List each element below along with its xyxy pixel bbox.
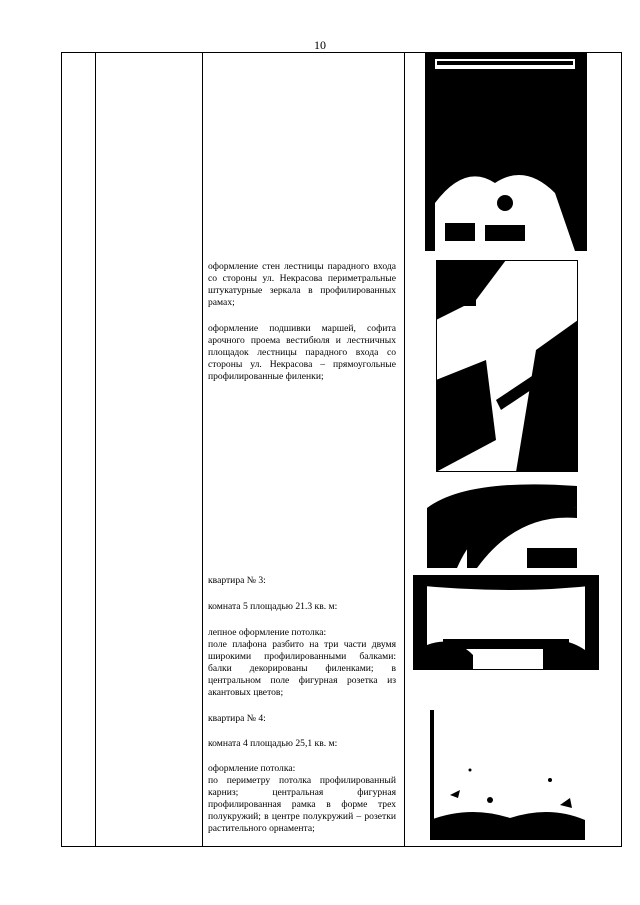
page-number: 10 <box>314 38 326 52</box>
text-ceiling-desc-2: по периметру потолка профилированный карниз; центральная фигурная профилированная рамка в форме трех полукружий; в центре полукружий – розетки растительного орнамента; <box>208 775 396 834</box>
text-room-5: комната 5 площадью 21.3 кв. м: <box>208 601 338 612</box>
photo-room5-ceiling <box>413 575 599 670</box>
column-divider <box>95 53 96 846</box>
column-divider <box>404 53 405 846</box>
heritage-table <box>61 52 622 847</box>
text-stairs-soffit: оформление подшивки маршей, софита арочного проема вестибюля и лестничных площадок лестницы парадного входа со стороны ул. Некрасова – прямоугольные профилированные филенки; <box>208 323 396 382</box>
photo-arch-soffit <box>427 478 577 568</box>
text-ceiling-title: лепное оформление потолка: <box>208 627 327 638</box>
photo-stair-walls <box>436 260 578 472</box>
text-apartment-3: квартира № 3: <box>208 575 266 586</box>
photo-room4-ceiling <box>430 710 585 840</box>
text-stairs-walls: оформление стен лестницы парадного входа со стороны ул. Некрасова периметральные штукатурные зеркала в профилированных рамах; <box>208 261 396 308</box>
text-room-4: комната 4 площадью 25,1 кв. м: <box>208 738 338 749</box>
photo-stair-ceiling <box>425 53 587 251</box>
column-divider <box>202 53 203 846</box>
text-apartment-4: квартира № 4: <box>208 713 266 724</box>
text-ceiling-desc: поле плафона разбито на три части двумя широкими профилированными балками: балки декорированы филенками; в центральном поле фигурная розетка из акантовых цветов; <box>208 639 396 698</box>
text-ceiling-title-2: оформление потолка: <box>208 763 296 774</box>
